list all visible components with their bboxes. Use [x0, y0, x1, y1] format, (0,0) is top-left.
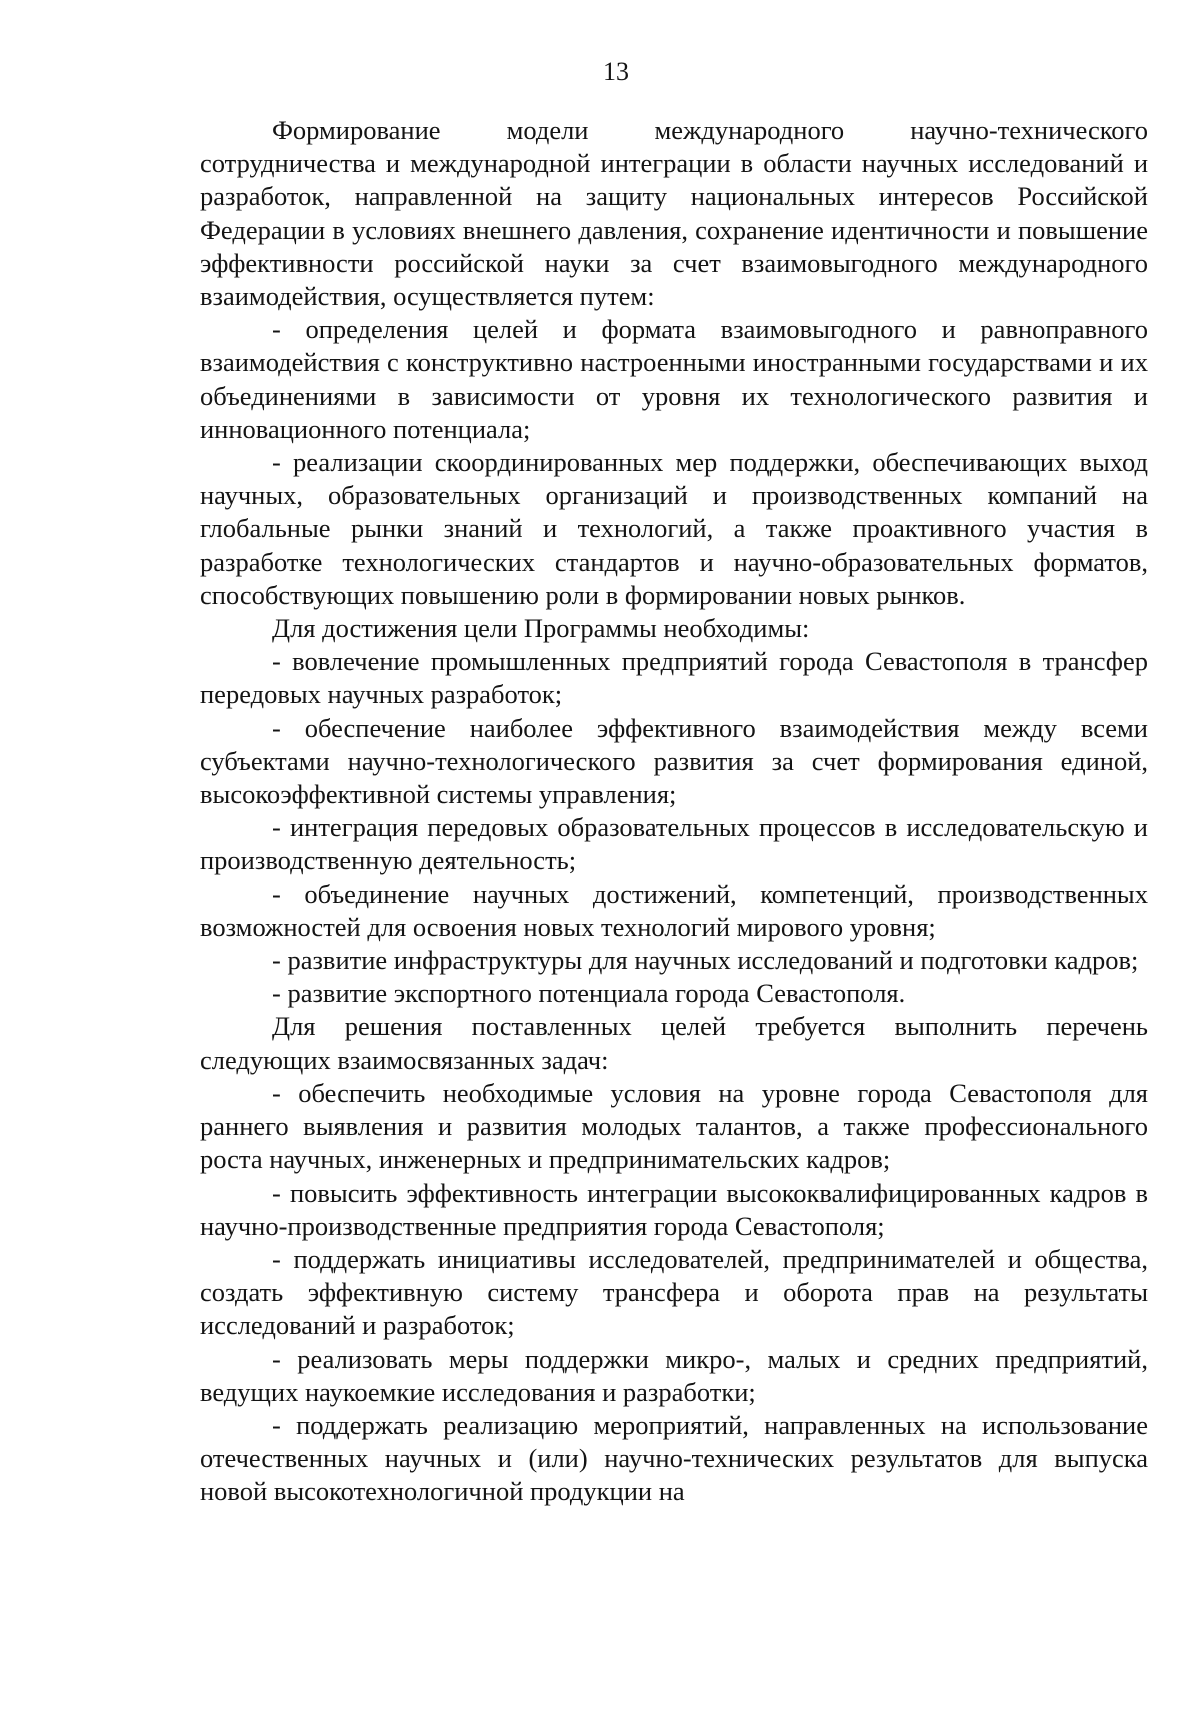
list-item: - повысить эффективность интеграции высококвалифицированных кадров в научно-производственные предприятия города Севастополя;	[200, 1177, 1148, 1241]
list-item: - реализовать меры поддержки микро-, малых и средних предприятий, ведущих наукоемкие исследования и разработки;	[200, 1343, 1148, 1407]
list-item: - вовлечение промышленных предприятий города Севастополя в трансфер передовых научных разработок;	[200, 646, 1148, 710]
list-item: - обеспечение наиболее эффективного взаимодействия между всеми субъектами научно-технологического развития за счет формирования единой, высокоэффективной системы управления;	[200, 712, 1148, 810]
list-item: - определения целей и формата взаимовыгодного и равноправного взаимодействия с конструктивно настроенными иностранными государствами и их объединениями в зависимости от уровня их технологического развития и инновационного потенциала;	[200, 314, 1148, 444]
document-body	[200, 114, 1148, 1509]
list-item: - поддержать инициативы исследователей, предпринимателей и общества, создать эффективную систему трансфера и оборота прав на результаты исследований и разработок;	[200, 1243, 1148, 1341]
paragraph: Для достижения цели Программы необходимы:	[272, 613, 810, 644]
list-item: - развитие экспортного потенциала города Севастополя.	[272, 978, 906, 1009]
list-item: - поддержать реализацию мероприятий, направленных на использование отечественных научных и (или) научно-технических результатов для выпуска новой высокотехнологичной продукции на	[200, 1409, 1148, 1507]
paragraph: Для решения поставленных целей требуется выполнить перечень следующих взаимосвязанных задач:	[200, 1011, 1148, 1075]
list-item: - реализации скоординированных мер поддержки, обеспечивающих выход научных, образовательных организаций и производственных компаний на глобальные рынки знаний и технологий, а также проактивного участия в разработке технологических стандартов и научно-образовательных форматов, способствующих повышению роли в формировании новых рынков.	[200, 447, 1148, 610]
page-number: 13	[603, 57, 629, 86]
paragraph: Формирование модели международного научно-технического сотрудничества и международной интеграции в области научных исследований и разработок, направленной на защиту национальных интересов Российской Федерации в условиях внешнего давления, сохранение идентичности и повышение эффективности российской науки за счет взаимовыгодного международного взаимодействия, осуществляется путем:	[200, 115, 1148, 312]
list-item: - интеграция передовых образовательных процессов в исследовательскую и производственную деятельность;	[200, 812, 1148, 876]
list-item: - обеспечить необходимые условия на уровне города Севастополя для раннего выявления и развития молодых талантов, а также профессионального роста научных, инженерных и предпринимательских кадров;	[200, 1077, 1148, 1175]
list-item: - развитие инфраструктуры для научных исследований и подготовки кадров;	[272, 945, 1139, 976]
list-item: - объединение научных достижений, компетенций, производственных возможностей для освоения новых технологий мирового уровня;	[200, 878, 1148, 942]
